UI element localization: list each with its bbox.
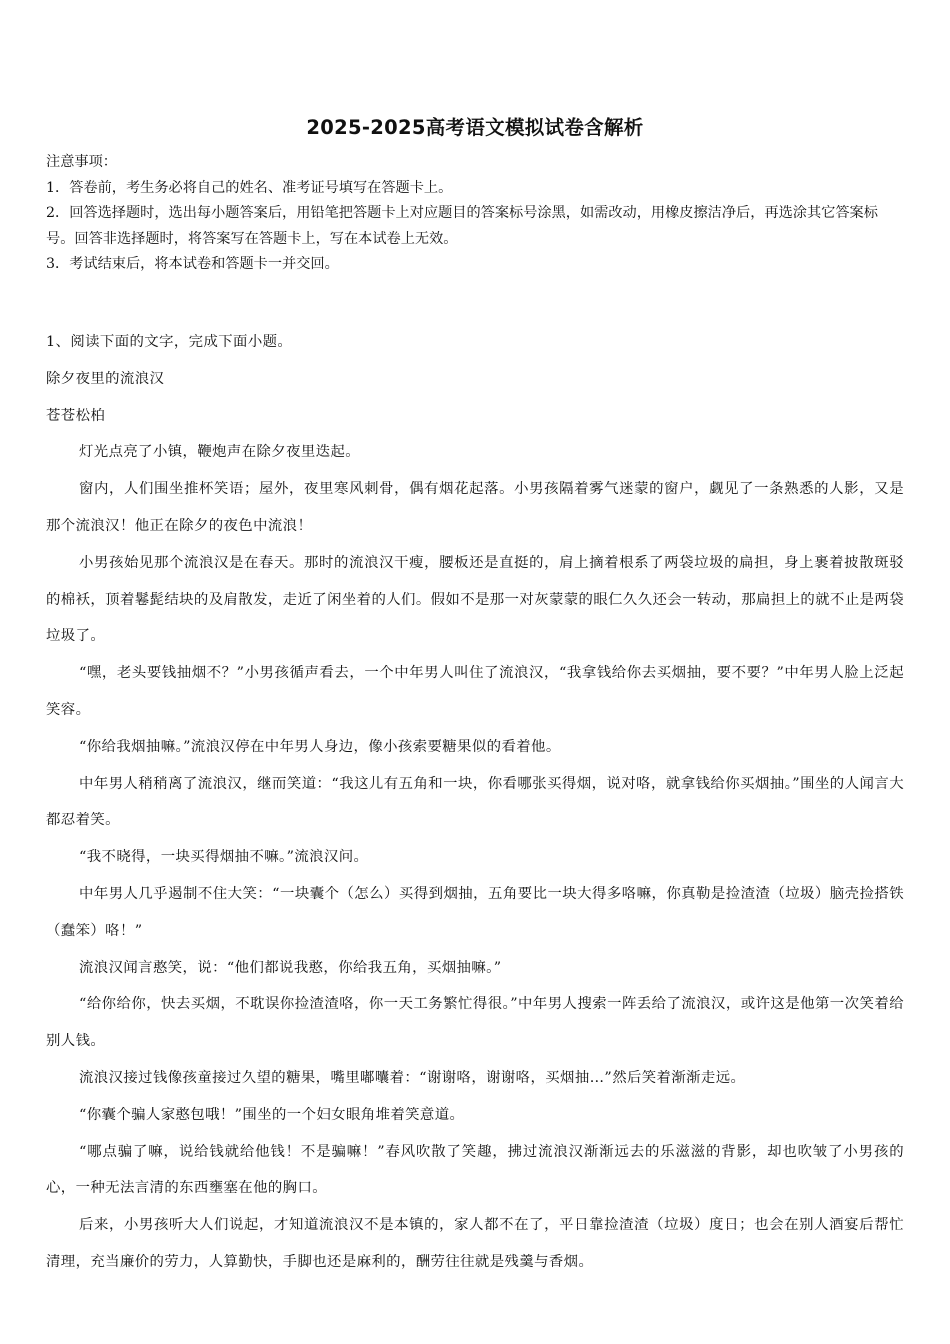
document-title: 2025-2025高考语文模拟试卷含解析 [306, 116, 644, 139]
notice-item: 3．考试结束后，将本试卷和答题卡一并交回。 [46, 256, 339, 273]
story-paragraph: “你给我烟抽嘛。”流浪汉停在中年男人身边，像小孩索要糖果似的看着他。 [79, 738, 561, 755]
story-author: 苍苍松柏 [46, 407, 106, 424]
story-paragraph: “哪点骗了嘛，说给钱就给他钱！不是骗嘛！”春风吹散了笑趣，拂过流浪汉渐渐远去的乐滋滋的背影，却也吹皱了小男孩的心，一种无法言清的东西壅塞在他的胸口。 [46, 1143, 904, 1197]
story-paragraph: “你囊个骗人家憨包哦！”围坐的一个妇女眼角堆着笑意道。 [79, 1106, 465, 1123]
question-prompt: 1、阅读下面的文字，完成下面小题。 [46, 334, 293, 350]
story-paragraph: “嘿，老头要钱抽烟不？”小男孩循声看去，一个中年男人叫住了流浪汉，“我拿钱给你去买烟抽，要不要？”中年男人脸上泛起笑容。 [46, 665, 904, 718]
story-paragraph: 流浪汉接过钱像孩童接过久望的糖果，嘴里嘟囔着：“谢谢咯，谢谢咯，买烟抽…”然后笑着渐渐走远。 [79, 1069, 746, 1086]
reading-passage [46, 324, 904, 1281]
story-paragraph: 流浪汉闻言憨笑，说：“他们都说我憨，你给我五角，买烟抽嘛。” [79, 959, 502, 976]
story-paragraph: 后来，小男孩听大人们说起，才知道流浪汉不是本镇的，家人都不在了，平日靠捡渣渣（垃圾）度日；也会在别人酒宴后帮忙清理，充当廉价的劳力，人算勤快，手脚也还是麻利的，酬劳往往就是残羹与香烟。 [46, 1217, 904, 1270]
notice-item: 1．答卷前，考生务必将自己的姓名、准考证号填写在答题卡上。 [46, 179, 453, 196]
notice-section [46, 150, 906, 278]
story-paragraph: 中年男人稍稍离了流浪汉，继而笑道：“我这儿有五角和一块，你看哪张买得烟，说对咯，就拿钱给你买烟抽。”围坐的人闻言大都忍着笑。 [46, 775, 904, 829]
story-paragraph: 中年男人几乎遏制不住大笑：“一块囊个（怎么）买得到烟抽，五角要比一块大得多咯嘛，你真勒是捡渣渣（垃圾）脑壳捡搭铁（蠢笨）咯！” [46, 885, 904, 939]
story-paragraph: 窗内，人们围坐推杯笑语；屋外，夜里寒风刺骨，偶有烟花起落。小男孩隔着雾气迷蒙的窗户，觑见了一条熟悉的人影，又是那个流浪汉！他正在除夕的夜色中流浪！ [46, 481, 904, 534]
story-paragraph: “我不晓得，一块买得烟抽不嘛。”流浪汉问。 [79, 849, 369, 866]
story-title: 除夕夜里的流浪汉 [46, 370, 165, 387]
story-paragraph: 灯光点亮了小镇，鞭炮声在除夕夜里迭起。 [79, 444, 361, 461]
notice-heading: 注意事项： [46, 154, 117, 170]
notice-item: 2．回答选择题时，选出每小题答案后，用铅笔把答题卡上对应题目的答案标号涂黑，如需改动，用橡皮擦洁净后，再选涂其它答案标号。回答非选择题时，将答案写在答题卡上，写在本试卷上无效。 [46, 205, 878, 247]
story-paragraph: “给你给你，快去买烟，不耽误你捡渣渣咯，你一天工务繁忙得很。”中年男人搜索一阵丢给了流浪汉，或许这是他第一次笑着给别人钱。 [46, 996, 904, 1050]
story-paragraph: 小男孩始见那个流浪汉是在春天。那时的流浪汉干瘦，腰板还是直挺的，肩上摘着根系了两袋垃圾的扁担，身上裹着披散斑驳的棉袄，顶着鬈髭结块的及肩散发，走近了闲坐着的人们。假如不是那一对灰蒙蒙的眼仁久久还会一转动，那扁担上的就不止是两袋垃圾了。 [46, 554, 904, 645]
